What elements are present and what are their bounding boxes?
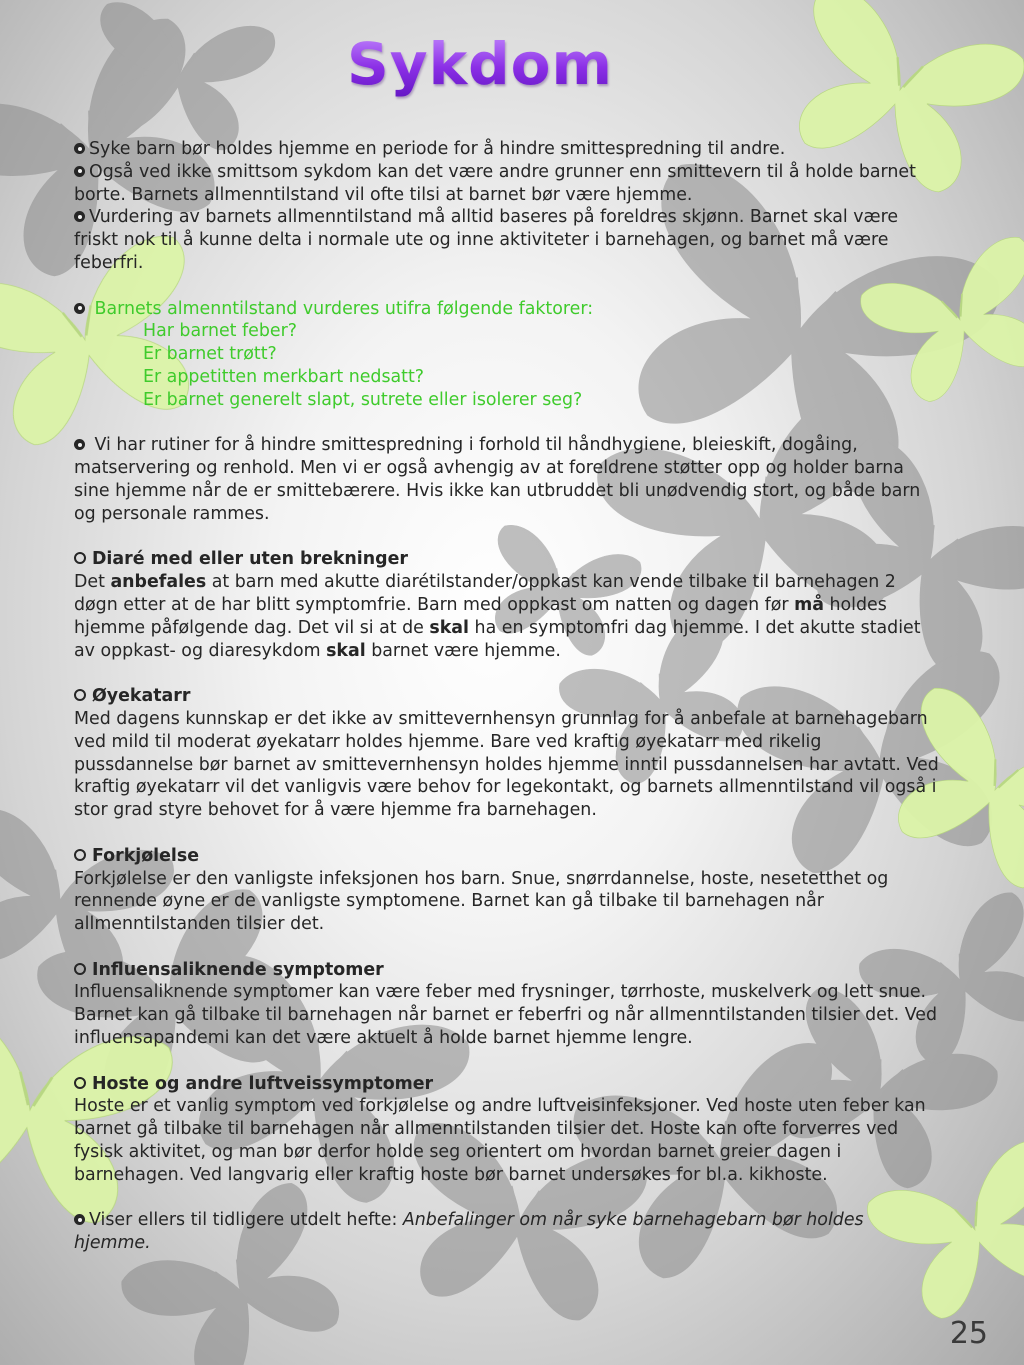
section-heading: Diaré med eller uten brekninger: [74, 548, 942, 571]
footer-reference: Viser ellers til tidligere utdelt hefte: Anbefalinger om når syke barnehagebarn bør holdes hjemme.: [74, 1210, 864, 1254]
section-heading: Øyekatarr: [74, 685, 942, 708]
bullet-icon: [74, 1077, 86, 1089]
section-text: Det anbefales at barn med akutte diarétilstander/oppkast kan vende tilbake til barnehagen 2 døgn etter at de har blitt symptomfrie. Barn med oppkast om natten og dagen før må holdes hjemme påfølgende dag. Det vil si at de skal ha en symptomfri dag hjemme. I det akutte stadiet av oppkast- og diaresykdom skal barnet være hjemme.: [74, 572, 921, 661]
section-oyekatarr: [74, 685, 942, 822]
factor-item: Er barnet generelt slapt, sutrete eller isolerer seg?: [143, 389, 583, 410]
bullet-icon: [74, 963, 86, 975]
page-number: 25: [949, 1316, 988, 1351]
bullet-icon: [74, 166, 85, 177]
section-heading: Hoste og andre luftveissymptomer: [74, 1073, 942, 1096]
bullet-icon: [74, 211, 85, 222]
section-heading: Forkjølelse: [74, 845, 942, 868]
intro-paragraph-3: Vurdering av barnets allmenntilstand må alltid baseres på foreldres skjønn. Barnet skal være friskt nok til å kunne delta i normale ute og inne aktiviteter i barnehagen, og barnet må være feberfri.: [74, 207, 899, 273]
intro-paragraph-2: Også ved ikke smittsom sykdom kan det være andre grunner enn smittevern til å holde barnet borte. Barnets allmenntilstand vil ofte tilsi at barnet bør være hjemme.: [74, 161, 916, 205]
routines-paragraph: Vi har rutiner for å hindre smittespredning i forhold til håndhygiene, bleieskift, dogåing, matservering og renhold. Men vi er også avhengig av at foreldrene støtter opp og holder barna sine hjemme når de er smittebærere. Hvis ikke kan utbruddet bli unødvendig stort, og både barn og personale rammes.: [74, 435, 921, 524]
intro-paragraph-1: Syke barn bør holdes hjemme en periode for å hindre smittespredning til andre.: [74, 138, 942, 161]
section-forkjolelse: [74, 845, 942, 936]
bullet-icon: [74, 849, 86, 861]
factor-item: Er barnet trøtt?: [143, 344, 277, 365]
bullet-icon: [74, 1214, 85, 1225]
page-title: Sykdom: [0, 30, 960, 98]
factor-item: Er appetitten merkbart nedsatt?: [143, 366, 425, 387]
bullet-icon: [74, 303, 85, 314]
section-heading: Influensaliknende symptomer: [74, 959, 942, 982]
section-text: Forkjølelse er den vanligste infeksjonen hos barn. Snue, snørrdannelse, hoste, nesetetthet og rennende øyne er de vanligste symptomene. Barnet kan gå tilbake til barnehagen når allmenntilstanden tilsier det.: [74, 868, 889, 935]
section-influensa: [74, 959, 942, 1050]
section-diare: [74, 548, 942, 662]
section-hoste: [74, 1073, 942, 1187]
bullet-icon: [74, 143, 85, 154]
factor-item: Har barnet feber?: [143, 321, 297, 342]
bullet-icon: [74, 552, 86, 564]
section-text: Med dagens kunnskap er det ikke av smittevernhensyn grunnlag for å anbefale at barnehagebarn ved mild til moderat øyekatarr holdes hjemme. Bare ved kraftig øyekatarr med rikelig pussdannelse bør barnet av smittevernhensyn holdes hjemme inntil pussdannelsen har avtatt. Ved kraftig øyekatarr vil det vanligvis være behov for legekontakt, og barnets allmenntilstand vil også i stor grad styre behovet for å være hjemme fra barnehagen.: [74, 708, 939, 821]
factors-section: [74, 298, 942, 412]
factors-heading: Barnets almenntilstand vurderes utifra følgende faktorer:: [74, 298, 942, 321]
bullet-icon: [74, 439, 85, 450]
section-text: Hoste er et vanlig symptom ved forkjølelse og andre luftveisinfeksjoner. Ved hoste uten feber kan barnet gå tilbake til barnehagen når allmenntilstanden tilsier det. Hoste kan ofte forverres ved fysisk aktivitet, og man bør derfor holde seg orientert om hvordan barnet greier dagen i barnehagen. Ved langvarig eller kraftig hoste bør barnet undersøkes for bl.a. kikhoste.: [74, 1096, 926, 1185]
section-text: Influensaliknende symptomer kan være feber med frysninger, tørrhoste, muskelverk og lett snue. Barnet kan gå tilbake til barnehagen når barnet er feberfri og når allmenntilstanden tilsier det. Ved influensapandemi kan det være aktuelt å holde barnet hjemme lengre.: [74, 982, 938, 1049]
slide-body: [74, 138, 942, 1255]
bullet-icon: [74, 689, 86, 701]
